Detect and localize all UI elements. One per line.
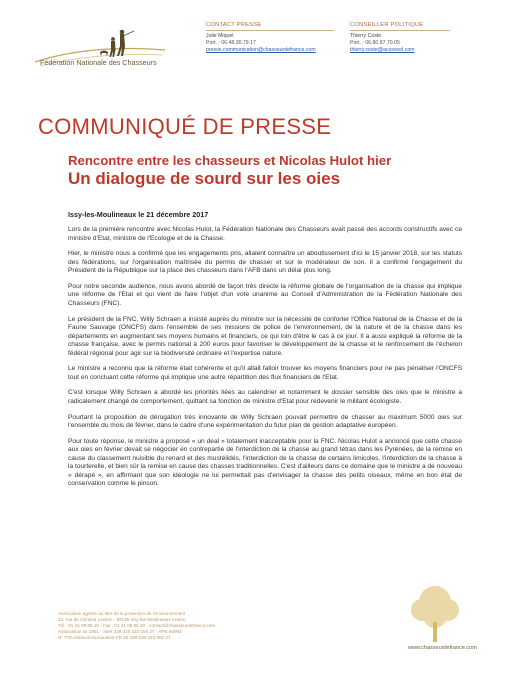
political-advisor-name: Thierry Coste (350, 33, 382, 39)
footer-line: Association agréée au titre de la protection de l'environnement (58, 611, 186, 616)
body-paragraph: C'est lorsque Willy Schraen a abordé les priorités liées au calendrier et notamment le dossier sensible des oies que le ministre a radicalement changé de comportement, quittant sa fonction de ministre d'Etat pour redevenir le militant écologiste. (68, 389, 462, 405)
political-advisor-phone: Port. : 06.80.87.70.05 (350, 40, 400, 46)
body-paragraph: Hier, le ministre nous a confirmé que les engagements pris, allaient connaître un aboutissement d'ici le 15 janvier 2018, sur les statuts des fédérations, sur l'organisation maîtrisée du permis de chasser et sur le modérateur de son. Il a confirmé l'engagement du Président de la République sur la place des chasseurs dans l'AFB dans un délai plus long. (68, 250, 462, 275)
footer-line: Tél : 01 41 09 65 10 - Fax : 01 41 09 65 20 - contact@chasseurdefrance.com (58, 622, 216, 628)
political-advisor-heading: CONSEILLER POLITIQUE (350, 22, 450, 31)
body-paragraph: Le ministre a reconnu que la réforme était cohérente et qu'il allait falloir trouver les moyens financiers pour ne pas pénaliser l'ONCFS tout en concluant cette réforme qui implique une autre répartition des flux financiers de l'Etat. (68, 365, 462, 381)
body-paragraph: Pourtant la proposition de dérogation très innovante de Willy Schraen pouvait permettre de chasser au maximum 5000 oies sur l'ensemble du mois de février, dans le cadre d'une expérimentation du futur plan de gestion adaptative européen. (68, 413, 462, 430)
press-contact-phone: Port. : 06.48.30.79.17 (206, 40, 256, 46)
press-contact-email-link[interactable]: presse.communication@chasseurdefrance.com (206, 47, 316, 53)
website-link[interactable]: www.chasseurdefrance.com (408, 645, 477, 651)
subtitle-headline: Un dialogue de sourd sur les oies (68, 169, 341, 188)
body-paragraph: Le président de la FNC, Willy Schraen a insisté auprès du ministre sur la nécessité de conforter l'Office National de la Chasse et de la Faune Sauvage (ONCFS) dans l'ensemble de ses missions de police de l'environnement, de la nature et de la chasse dans les départements en augmentant ses moyens humains et financiers, ce qui loin d'être le cas à ce jour. Il a aussi expliqué la réforme de la chasse française, avec le permis national à 200 euros pour favoriser le développement de la chasse et le renforcement de l'échelon fédéral régional pour agir sur la biodiversité ordinaire et l'expertise nature. (68, 315, 462, 357)
political-advisor-block (350, 22, 450, 54)
body-paragraph: Pour notre seconde audience, nous avons abordé de façon très directe la réforme globale de l'organisation de la chasse qui implique une réforme de l'Etat et qui vient de faire l'objet d'un vote unanime au Conseil d'Administration de la Fédération Nationale des Chasseurs (FNC). (68, 282, 462, 307)
org-name: Fédération Nationale des Chasseurs (40, 58, 157, 67)
document-title: COMMUNIQUÉ DE PRESSE (38, 114, 332, 139)
body-paragraph: Pour toute réponse, le ministre a proposé « un deal » totalement inacceptable pour la FNC. Nicolas Hulot a annoncé que cette chasse aux oies en février devait se négocier en contrepartie de l'interdiction de la chasse au grand tétras dans les Pyrénées, de la remise en cause du classement nuisible du renard et des mustélidés, l'interdiction de la chasse de certains limicoles, l'interdiction de la chasse à la tourterelle, et bien sûr la remise en cause des chasses traditionnelles. C'est d'ailleurs dans ce domaine que le ministre a de nouveau « dérapé », en affirmant que son idéologie ne lui permettait pas d'envisager la chasse des petits oiseaux, même en bon état de conservation comme le pinson. (68, 437, 462, 488)
footer-address (58, 611, 228, 641)
footer-line: 13, rue du Général Leclerc - 92136 Issy les Moulineaux Cedex (58, 616, 186, 622)
press-contact-heading: CONTACT PRESSE (206, 22, 334, 31)
press-contact-name: Julie Miquel (206, 33, 234, 39)
dateline: Issy-les-Moulineaux le 21 décembre 2017 (68, 210, 209, 219)
press-release-body (68, 226, 462, 496)
footer-line: N° TVA intracommunautaire FR 55 439 220 153 000 27 (58, 634, 171, 640)
subtitle-meeting: Rencontre entre les chasseurs et Nicolas Hulot hier (68, 153, 392, 168)
political-advisor-email-link[interactable]: thierry.coste@accesvol.com (350, 47, 415, 53)
footer-line: Association loi 1901 - Siret 439 220 153 000 27 - APE 9499Z (58, 628, 182, 634)
press-contact-block (206, 22, 334, 54)
tree-icon (406, 582, 464, 646)
body-paragraph: Lors de la première rencontre avec Nicolas Hulot, la Fédération Nationale des Chasseurs avait passé des accords constructifs avec ce ministre d'Etat, ministre de l'Ecologie et de la Chasse. (68, 226, 462, 242)
